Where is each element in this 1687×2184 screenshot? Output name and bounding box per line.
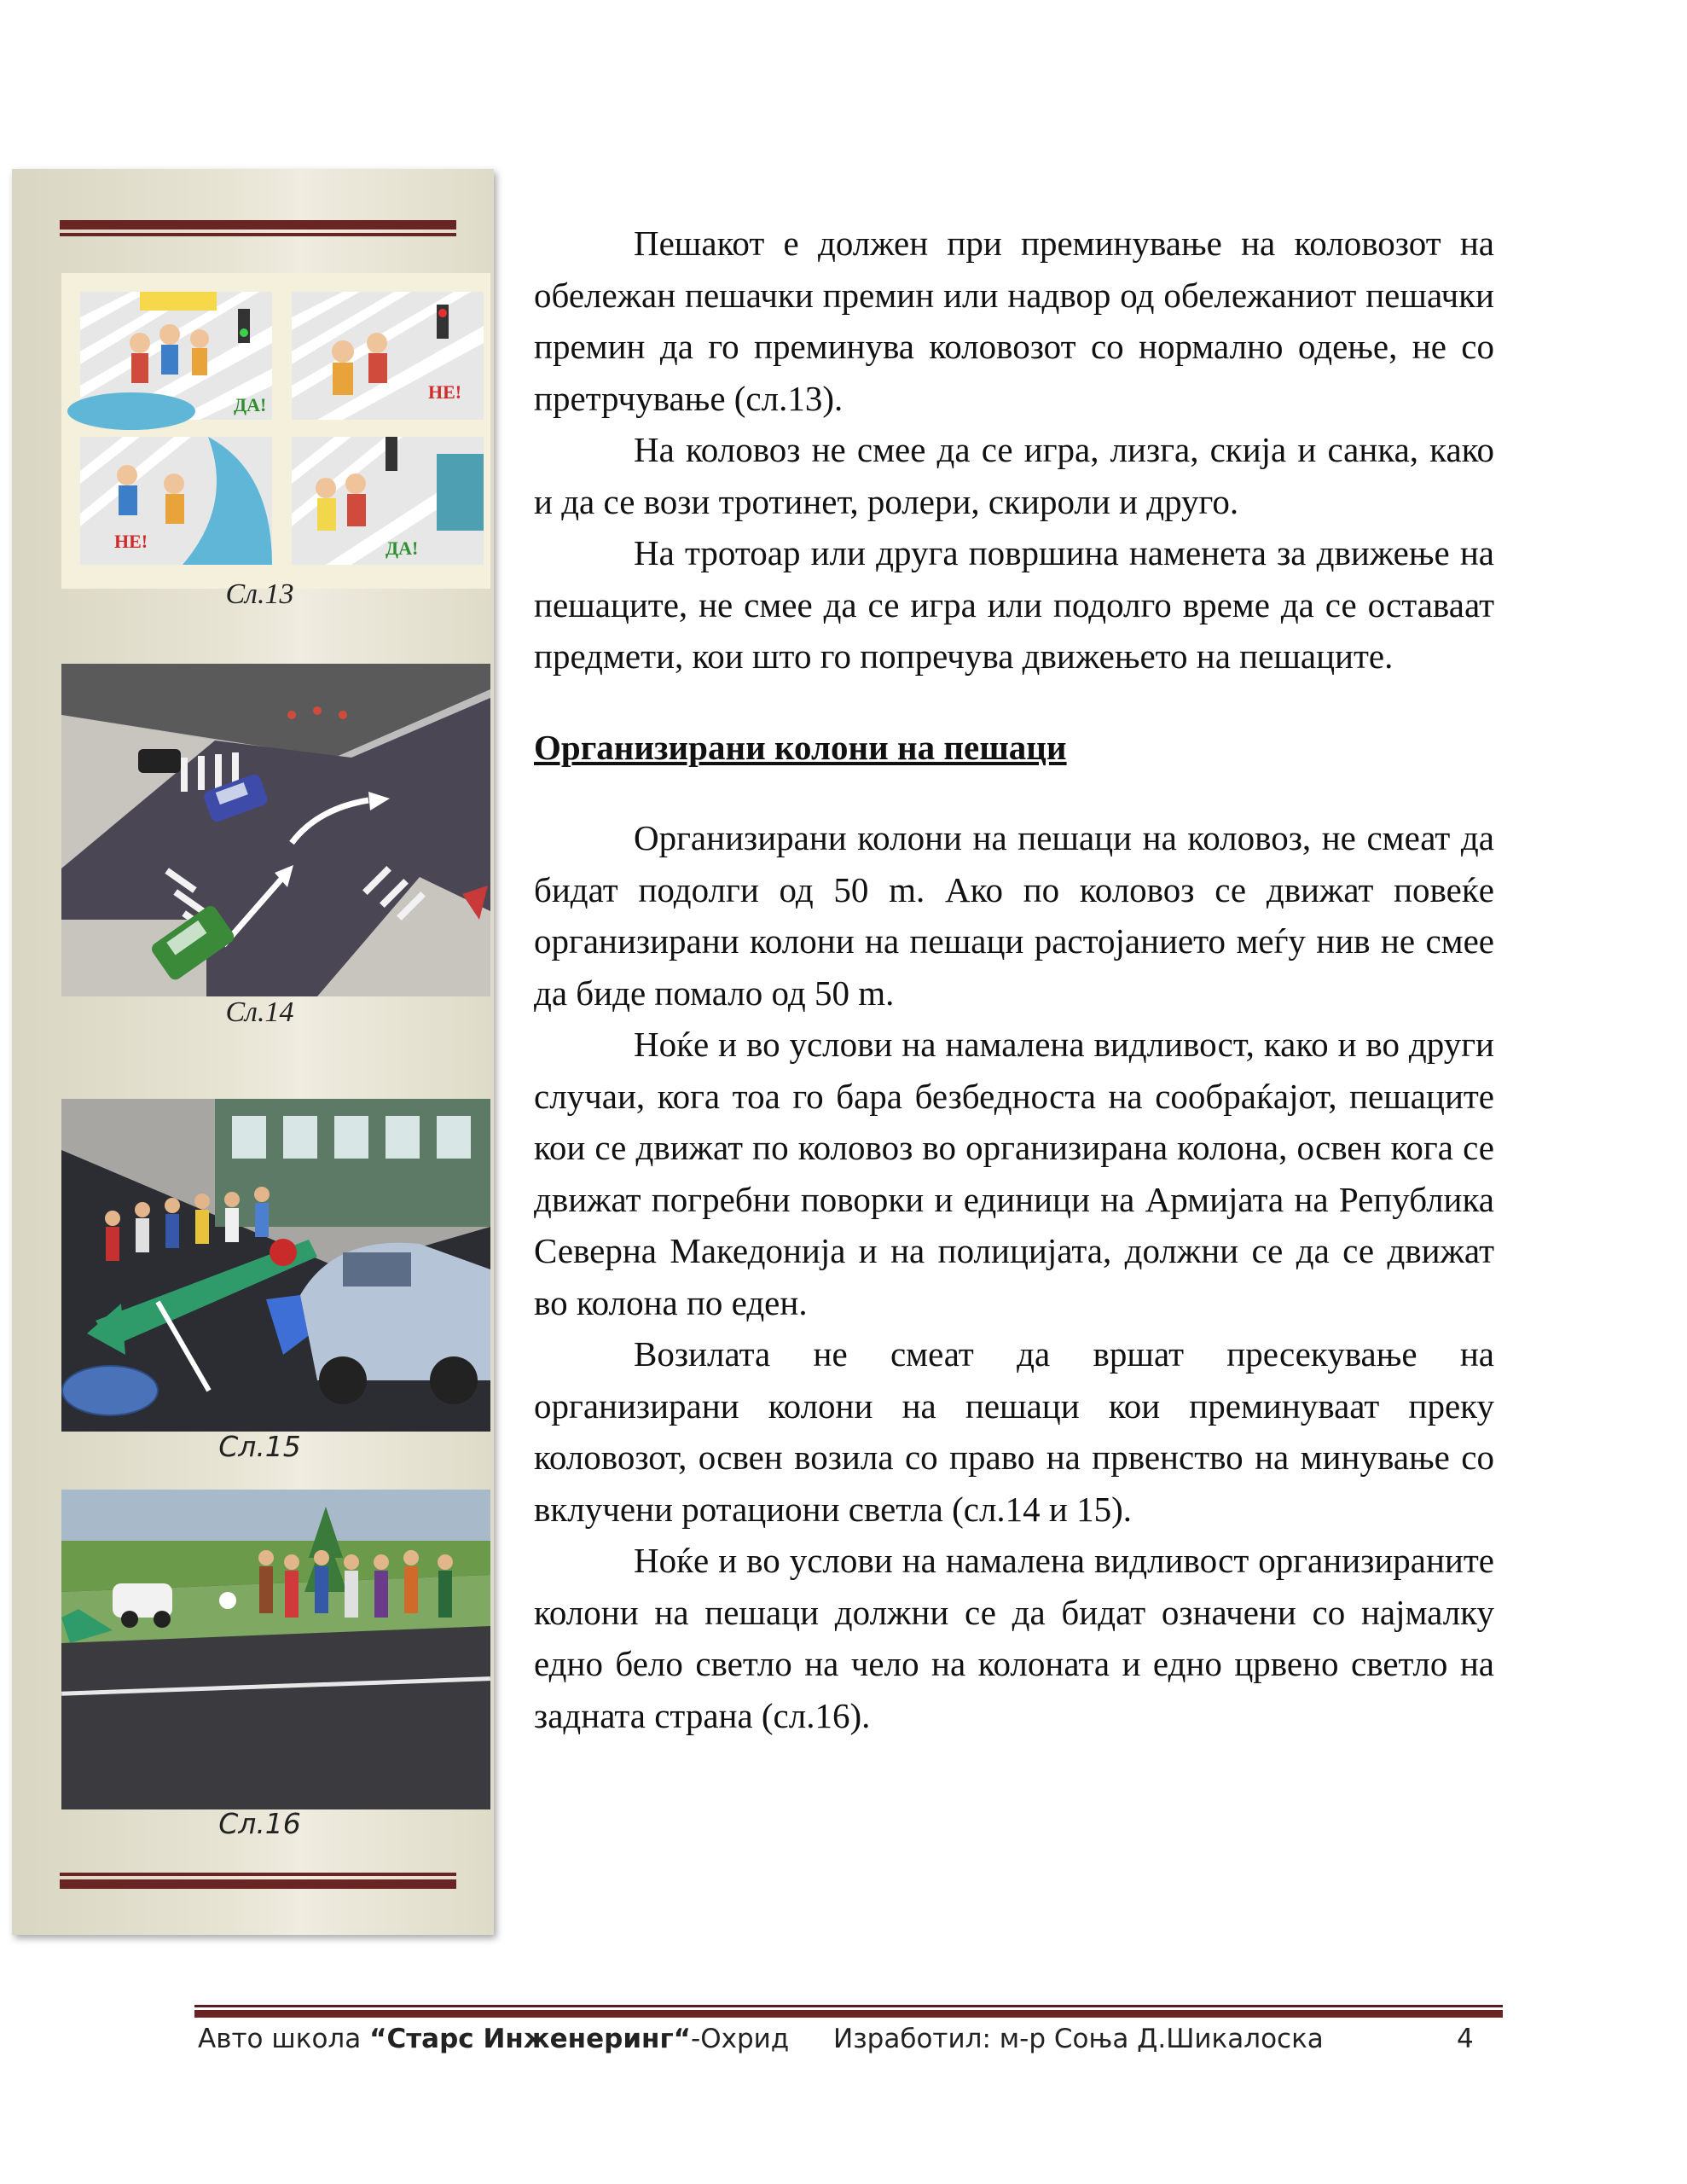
footer-school-name: “Старс Инженеринг“ [369, 2024, 692, 2054]
sidebar-bottom-rule [60, 1869, 456, 1889]
figure-14-intersection-illustration [61, 664, 490, 996]
sidebar-panel [12, 169, 494, 1935]
paragraph-vehicle-crossing: Возилата не смеат да вршат пресекување на организирани колони на пешаци кои преминуваат преку коловозот, освен возила со право на првенство на минување со вклучени ротациони светла (сл.14 и 15). [534, 1334, 1494, 1529]
paragraph-pedestrian-crossing: Пешакот е должен при преминување на коловозот на обележан пешачки премин или надвор од обележаниот пешачки премин да го преминува коловозот со нормално одење, не со претрчување (сл.13). [534, 224, 1494, 418]
paragraph-night-columns: Ноќе и во услови на намалена видливост, како и во други случаи, кога тоа го бара безбедноста на сообраќајот, пешаците кои се движат по коловоз во организирана колона, освен кога се движат погребни поворки и единици на Армијата на Република Северна Македонија и на полицијата, должни се да се движат во колона по еден. [534, 1025, 1494, 1322]
paragraph-column-lights: Ноќе и во услови на намалена видливост организираните колони на пешаци должни се да бидат означени со најмалку едно бело светло на чело на колоната и едно црвено светло на задната страна (сл.16). [534, 1541, 1494, 1735]
sidebar-top-rule [60, 220, 456, 236]
figure-13-sign-1: ДА! [234, 394, 267, 415]
page-footer [198, 2024, 1477, 2066]
footer-rule [194, 2005, 1503, 2018]
paragraph-column-length: Организирани колони на пешаци на коловоз, не смеат да бидат подолги од 50 m. Ако по коловоз се движат повеќе организирани колони на пешаци растојанието меѓу нив не смее да биде помало од 50 m. [534, 818, 1494, 1013]
figure-13-sign-2: НЕ! [428, 381, 462, 403]
blue-oval-marker [61, 1365, 159, 1416]
footer-author: Изработил: м-р Соња Д.Шикалоска [833, 2024, 1324, 2054]
figure-15-caption: Сл.15 [218, 1430, 301, 1463]
section-heading: Организирани колони на пешаци [534, 727, 1067, 767]
figure-14-caption: Сл.14 [225, 996, 294, 1028]
page-number: 4 [1457, 2024, 1474, 2054]
figure-13-caption: Сл.13 [225, 578, 294, 610]
figure-16-caption: Сл.16 [218, 1807, 301, 1840]
main-text-column [534, 218, 1494, 1741]
figure-16-night-column-illustration [61, 1490, 490, 1809]
figure-13-sign-4: ДА! [386, 537, 419, 559]
paragraph-sidewalk-use: На тротоар или друга површина наменета за движење на пешаците, не смее да се игра или подолго време да се оставаат предмети, кои што го попречува движењето на пешаците. [534, 533, 1494, 676]
footer-school: Авто школа “Старс Инженеринг“-Охрид [198, 2024, 790, 2054]
figure-13-sign-3: НЕ! [114, 531, 148, 552]
paragraph-roadway-play: На коловоз не смее да се игра, лизга, скија и санка, како и да се вози тротинет, ролери, скироли и друго. [534, 430, 1494, 521]
figure-13-crossing-illustration [61, 273, 490, 589]
